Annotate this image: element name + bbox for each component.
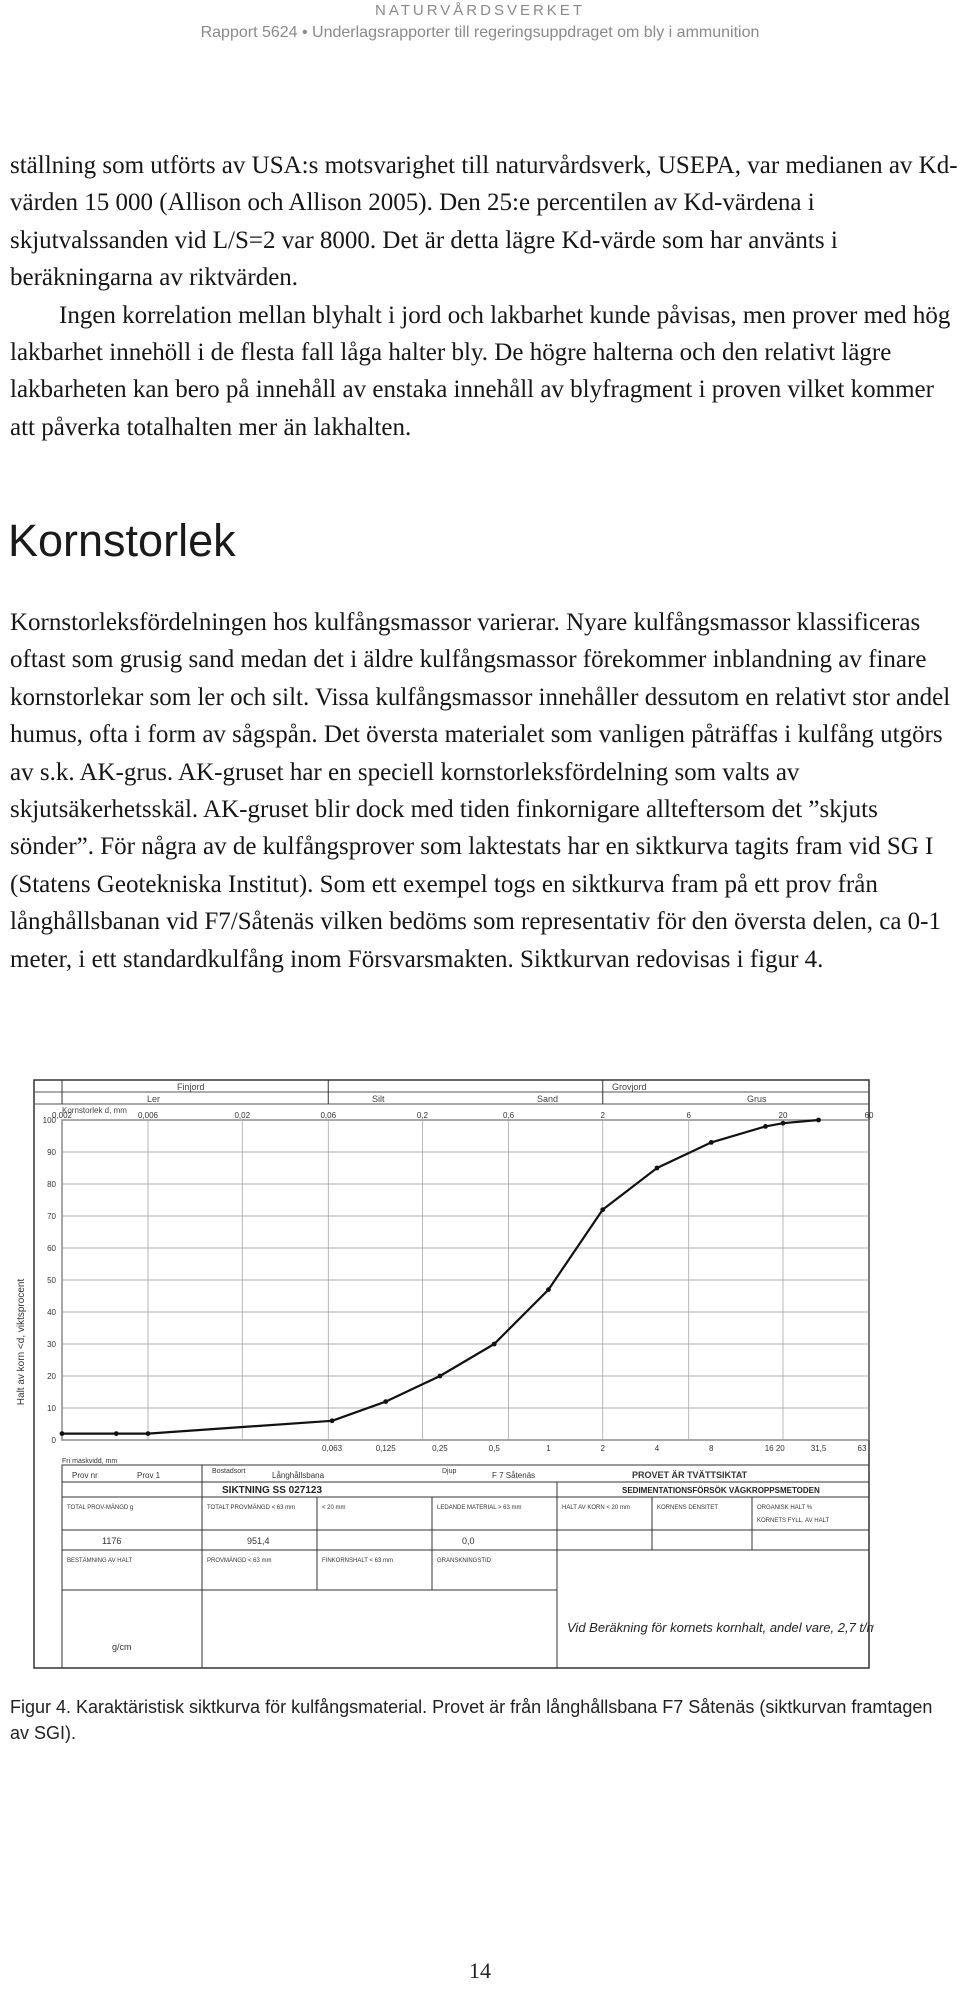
sieve-curve-point xyxy=(655,1166,660,1171)
grus-label: Grus xyxy=(747,1094,767,1104)
sieve-curve-point xyxy=(781,1121,786,1126)
bottom-tick-label: 0,25 xyxy=(432,1444,448,1453)
bottom-tick-label: 31,5 xyxy=(810,1444,827,1453)
table-cell: PROVET ÄR TVÄTTSIKTAT xyxy=(632,1470,748,1480)
top-tick-label: 20 xyxy=(778,1111,788,1120)
table-cell: KORNENS DENSITET xyxy=(657,1505,719,1511)
y-tick-label: 20 xyxy=(47,1372,56,1381)
top-tick-label: 0,006 xyxy=(137,1111,159,1120)
top-tick-label: 0,2 xyxy=(416,1111,429,1120)
table-cell: TOTAL PROV-MÄNGD g xyxy=(67,1505,134,1511)
table-cell: TOTALT PROVMÄNGD < 63 mm xyxy=(207,1505,296,1511)
y-tick-label: 90 xyxy=(47,1148,56,1157)
table-cell: F 7 Såtenäs xyxy=(492,1471,536,1480)
body-paragraph-1 xyxy=(10,147,958,446)
silt-label: Silt xyxy=(372,1094,385,1104)
bottom-tick-label: 0,125 xyxy=(375,1444,396,1453)
table-cell: Djup xyxy=(442,1468,457,1475)
diameter-label: Kornstorlek d, mm xyxy=(62,1106,127,1115)
bottom-tick-label: 8 xyxy=(709,1444,714,1453)
y-tick-label: 60 xyxy=(47,1244,56,1253)
finjord-label: Finjord xyxy=(177,1082,205,1092)
sieve-curve-point xyxy=(546,1287,551,1292)
table-cell: GRANSKNINGSTID xyxy=(437,1558,492,1564)
table-cell: 1176 xyxy=(102,1536,122,1546)
y-tick-label: 70 xyxy=(47,1212,56,1221)
table-cell: BESTÄMNING AV HALT xyxy=(67,1558,133,1564)
bottom-tick-label: 0,5 xyxy=(488,1444,500,1453)
top-tick-label: 0,06 xyxy=(320,1111,337,1120)
sieve-curve-point xyxy=(383,1399,388,1404)
top-tick-label: 0,02 xyxy=(234,1111,251,1120)
y-tick-label: 80 xyxy=(47,1180,56,1189)
y-tick-label: 40 xyxy=(47,1308,56,1317)
sieve-curve-chart xyxy=(12,1072,874,1672)
sieve-curve-point xyxy=(114,1431,119,1436)
figure-caption: Figur 4. Karaktäristisk siktkurva för kulfångsmaterial. Provet är från långhållsbana F7 Såtenäs (siktkurvan framtagen av SGI). xyxy=(10,1697,933,1743)
table-cell: g/cm xyxy=(112,1642,132,1652)
grovjord-label: Grovjord xyxy=(612,1082,647,1092)
y-tick-label: 30 xyxy=(47,1340,56,1349)
page-number: 14 xyxy=(469,1958,491,1983)
sand-label: Sand xyxy=(537,1094,559,1104)
table-cell: PROVMÄNGD < 63 mm xyxy=(207,1558,272,1564)
top-tick-label: 2 xyxy=(600,1111,605,1120)
table-cell: 0,0 xyxy=(462,1536,475,1546)
bottom-tick-label: 63 xyxy=(857,1444,867,1453)
x-axis-label: Fri maskvidd, mm xyxy=(62,1458,118,1465)
top-tick-label: 0,6 xyxy=(502,1111,515,1120)
top-tick-label: 60 xyxy=(864,1111,874,1120)
ler-label: Ler xyxy=(147,1094,161,1104)
table-cell: Långhållsbana xyxy=(272,1471,325,1480)
table-cell: < 20 mm xyxy=(322,1505,346,1511)
header-agency: NATURVÅRDSVERKET xyxy=(375,2,585,19)
sieve-curve-point xyxy=(763,1124,768,1129)
sieve-curve-point xyxy=(330,1418,335,1423)
y-axis-label: Halt av korn <d, viktsprocent xyxy=(16,1278,27,1406)
table-cell: FINKORNSHALT < 63 mm xyxy=(322,1558,393,1564)
sieve-curve-point xyxy=(438,1374,443,1379)
table-cell: Prov 1 xyxy=(137,1471,161,1480)
header-report-line: Rapport 5624 • Underlagsrapporter till regeringsuppdraget om bly i ammunition xyxy=(200,24,760,41)
table-cell: 951,4 xyxy=(247,1536,270,1546)
sieve-curve-point xyxy=(146,1431,151,1436)
table-cell: KORNETS FYLL. AV HALT xyxy=(757,1518,830,1524)
table-cell: LEDANDE MATERIAL > 63 mm xyxy=(437,1505,522,1511)
table-cell: Prov nr xyxy=(72,1471,98,1480)
table-cell: ORGANISK HALT % xyxy=(757,1505,813,1511)
table-cell: HALT AV KORN < 20 mm xyxy=(562,1505,630,1511)
sieve-curve-point xyxy=(816,1118,821,1123)
sieve-curve-point xyxy=(709,1140,714,1145)
bottom-tick-label: 2 xyxy=(600,1444,605,1453)
section-heading: Kornstorlek xyxy=(8,515,236,566)
top-tick-label: 6 xyxy=(686,1111,691,1120)
handwritten-note: Vid Beräkning för kornets kornhalt, andel vare, 2,7 t/m3 xyxy=(567,1620,874,1635)
figure-sieve-curve xyxy=(12,1072,874,1672)
bottom-tick-label: 4 xyxy=(654,1444,660,1453)
siktning-heading: SIKTNING SS 027123 xyxy=(222,1485,323,1496)
sediment-heading: SEDIMENTATIONSFÖRSÖK VÄGKROPPSMETODEN xyxy=(622,1486,820,1495)
table-cell: Bostadsort xyxy=(212,1468,246,1475)
sieve-curve-point xyxy=(60,1431,65,1436)
top-tick-label: 0,002 xyxy=(51,1111,73,1120)
paragraph-1: ställning som utförts av USA:s motsvarighet till naturvårdsverk, USEPA, var medianen av Kd-värden 15 000 (Allison och Allison 2005). Den 25:e percentilen av Kd-värdena i skjutvalssanden vid L/S=2 var 8000. Det är detta lägre Kd-värde som har använts i beräkningarna av riktvärden. xyxy=(10,152,958,292)
sieve-curve-point xyxy=(600,1207,605,1212)
paragraph-3: Kornstorleksfördelningen hos kulfångsmassor varierar. Nyare kulfångsmassor klassificeras oftast som grusig sand medan det i äldre kulfångsmassor förekommer inblandning av finare kornstorlekar som ler och silt. Vissa kulfångsmassor innehåller dessutom en relativt stor andel humus, ofta i form av sågspån. Det översta materialet som vanligen påträffas i kulfång utgörs av s.k. AK-grus. AK-gruset har en speciell kornstorleksfördelning som valts av skjutsäkerhetsskäl. AK-gruset blir dock med tiden finkornigare allteftersom det ”skjuts sönder”. För några av de kulfångsprover som laktestats har en siktkurva tagits fram vid SG I (Statens Geotekniska Institut). Som ett exempel togs en siktkurva fram på ett prov från långhållsbanan vid F7/Såtenäs vilken bedöms som representativ för den översta delen, ca 0-1 meter, i ett standardkulfång inom Försvarsmakten. Siktkurvan redovisas i figur 4. xyxy=(10,609,951,973)
bottom-tick-label: 16 20 xyxy=(764,1444,785,1453)
y-tick-label: 100 xyxy=(42,1116,56,1125)
sieve-curve-point xyxy=(492,1342,497,1347)
bottom-tick-label: 1 xyxy=(546,1444,551,1453)
bottom-tick-label: 0,063 xyxy=(322,1444,343,1453)
y-tick-label: 0 xyxy=(51,1436,56,1445)
y-tick-label: 10 xyxy=(47,1404,56,1413)
y-tick-label: 50 xyxy=(47,1276,56,1285)
paragraph-2: Ingen korrelation mellan blyhalt i jord och lakbarhet kunde påvisas, men prover med hög lakbarhet innehöll i de flesta fall låga halter bly. De högre halterna och den relativt lägre lakbarheten kan bero på innehåll av enstaka innehåll av blyfragment i proven vilket kommer att påverka totalhalten mer än lakhalten. xyxy=(10,301,951,441)
